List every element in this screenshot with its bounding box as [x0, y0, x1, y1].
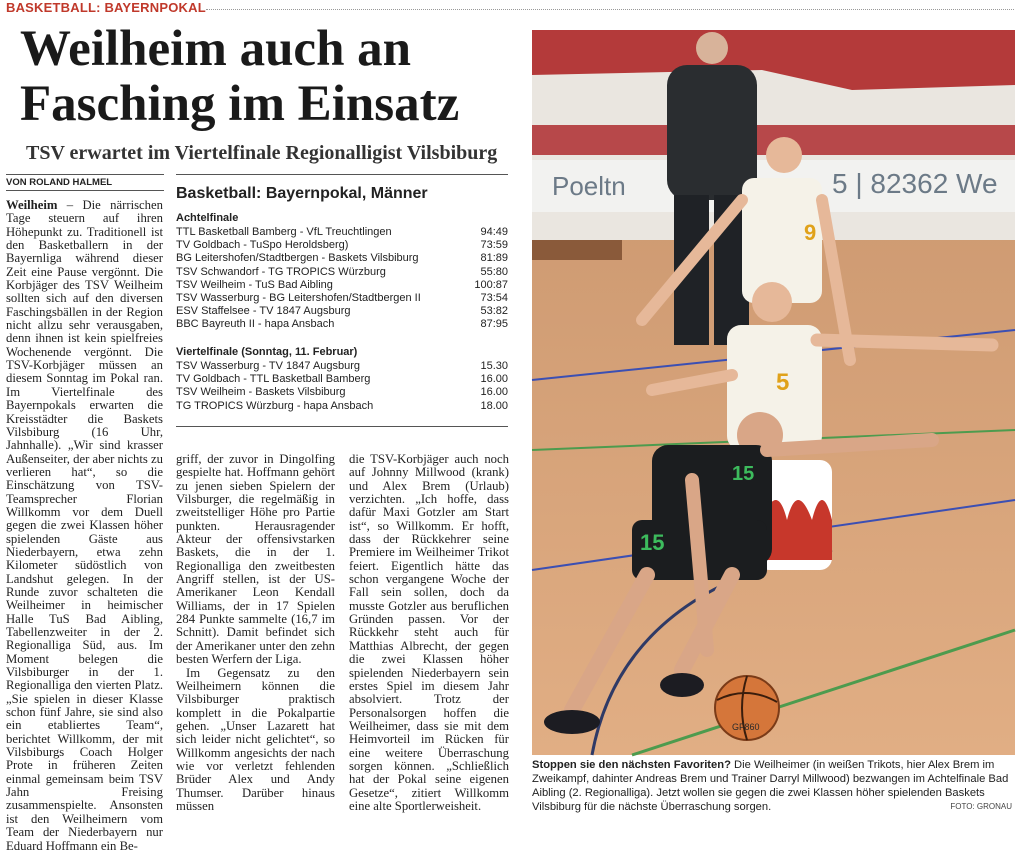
match-teams: TSV Weilheim - Baskets Vilsbiburg	[176, 386, 346, 399]
basketball-action-photo	[532, 30, 1015, 755]
bench	[532, 240, 622, 260]
result-row	[176, 386, 508, 399]
match-score: 18.00	[480, 399, 508, 412]
match-teams: BBC Bayreuth II - hapa Ansbach	[176, 318, 335, 331]
article-lead: Weilheim	[6, 198, 58, 212]
match-score: 73:59	[480, 239, 508, 252]
box-bottom-rule	[176, 426, 508, 427]
match-score: 55:80	[480, 265, 508, 278]
match-teams: TSV Weilheim - TuS Bad Aibling	[176, 278, 333, 291]
basketball-icon	[715, 676, 779, 740]
match-teams: TV Goldbach - TuSpo Heroldsberg)	[176, 239, 349, 252]
article-text-2b: Im Gegensatz zu den Weilheimern können die Vilsbiburger praktisch komplett in die Pokalpartie gehen. „Unser Lazarett hat sich leider nicht gelichtet“, so Willkomm angesichts der nach wie vor verletzt fehlenden Brüder Alex und Andy Thumser. Darüber hinaus müssen	[176, 665, 335, 813]
headline-line-1: Weilheim auch an	[20, 21, 412, 77]
match-score: 100:87	[474, 278, 508, 291]
jersey-number-15-top: 15	[732, 463, 755, 485]
result-row	[176, 252, 508, 265]
jersey-number-5: 5	[776, 369, 790, 396]
caption-text: Die Weilheimer (in weißen Trikots, hier Alex Brem im Zweikampf, dahinter Andreas Brem und Trainer Darryl Millwood) bezwangen im Achtelfinale Bad Aibling (2. Regionalliga). Jetzt wollen sie gegen die zwei Klassen höher spielenden Baskets Vilsbiburg für die nächste Überraschung sorgen.	[532, 759, 1009, 813]
result-row	[176, 226, 508, 239]
box-top-rule	[176, 174, 508, 175]
quarterfinal-results	[176, 360, 508, 413]
photo-caption	[532, 758, 1016, 814]
result-row	[176, 373, 508, 386]
result-row	[176, 292, 508, 305]
ball-label: GF860	[732, 722, 760, 732]
photo-credit: FOTO: GRONAU	[950, 802, 1012, 811]
match-score: 73:54	[480, 292, 508, 305]
match-score: 53:82	[480, 305, 508, 318]
caption-bold: Stoppen sie den nächsten Favoriten?	[532, 759, 731, 771]
banner-text: Poeltn	[552, 171, 626, 201]
jersey-number-15-shorts: 15	[640, 530, 665, 555]
rubric-divider	[206, 9, 1014, 10]
results-box-title: Basketball: Bayernpokal, Männer	[176, 185, 428, 202]
match-teams: TV Goldbach - TTL Basketball Bamberg	[176, 373, 371, 386]
match-teams: TG TROPICS Würzburg - hapa Ansbach	[176, 399, 374, 412]
result-row	[176, 360, 508, 373]
result-row	[176, 279, 508, 292]
match-teams: ESV Staffelsee - TV 1847 Augsburg	[176, 305, 351, 318]
article-text-2: griff, der zuvor in Dingolfing gespielte hat. Hoffmann gehört zu jenen sieben Spielern der Vilsburger, die regelmäßig in zweitstelliger Höhe pro Partie punkten. Herausragender Akteur der offensivstarken Baskets, die in der 1. Regionalliga den zweitbesten Angriff stellen, ist der US-Amerikaner Leon Kendall Williams, der in 17 Spielen 284 Punkte sammelte (16,7 im Schnitt). Damit befindet sich der Amerikaner unter den zehn besten Werfern der Liga.	[176, 452, 335, 667]
result-row	[176, 305, 508, 318]
match-teams: TSV Schwandorf - TG TROPICS Würzburg	[176, 265, 386, 278]
article-text-1: – Die närrischen Tage steuern auf ihren Höhepunkt zu. Traditionell ist den Basketballern in der Bayernliga während dieser Zeit eine Pause vergönnt. Die Korbjäger des TSV Weilheim sollten sich auf den diversen Faschingsbällen in der Region nicht allzu sehr verausgaben, denn ihnen ist kein spielfreies Wochenende vergönnt. Die TSV-Korbjäger müssen an diesem Sonntag im Pokal ran. Im Viertelfinale des Bayernpokals erwarten die Kreisstädter die Baskets Vilsbiburg (16 Uhr, Jahnhalle). „Wir sind krasser Außenseiter, der aber nichts zu verlieren hat“, so die Einschätzung von TSV-Teamsprecher Florian Willkomm vor dem Duell gegen die zwei Klassen höher spielenden Gäste aus Niederbayern, etwa zehn Kilometer südöstlich von Landshut gelegen. In der Runde zuvor schalteten die Weilheimer in heimischer Halle TuS Bad Aibling, Tabellenzweiter in der 2. Regionalliga Süd, aus. Im Moment belegen die Vilsbiburger in der 1. Regionalliga den vierten Platz. „Sie spielen in dieser Klasse schon fünf Jahre, sie sind also ein etabliertes Team“, berichtet Willkomm, der mit Vilsbiburgs Coach Holger Prote in früheren Zeiten einmal gemeinsam beim TSV Jahn Freising zusammenspielte. Ansonsten ist den Weilheimern vom Team der Niederbayern nur Eduard Hoffmann ein Be-	[6, 198, 163, 853]
quarterfinal-title: Viertelfinale (Sonntag, 11. Februar)	[176, 346, 358, 358]
round-of-16-results	[176, 226, 508, 332]
jersey-number-9: 9	[804, 220, 817, 245]
match-score: 94:49	[480, 226, 508, 238]
result-row	[176, 266, 508, 279]
subheadline: TSV erwartet im Viertelfinale Regionalligist Vilsbiburg	[26, 142, 498, 164]
headline-line-2: Fasching im Einsatz	[20, 76, 460, 132]
byline-rule	[6, 174, 164, 175]
byline: VON ROLAND HALMEL	[6, 177, 113, 188]
match-teams: TSV Wasserburg - TV 1847 Augsburg	[176, 360, 361, 372]
match-teams: TSV Wasserburg - BG Leitershofen/Stadtbergen II	[176, 292, 421, 305]
article-column-3	[349, 453, 509, 813]
headline	[20, 22, 520, 132]
match-score: 16.00	[480, 373, 508, 386]
article-text-3: die TSV-Korbjäger auch noch auf Johnny Millwood (krank) und Alex Brem (Urlaub) verzichten. „Ich hoffe, dass dafür Maxi Gotzler am Start ist“, so Willkomm. Er hofft, dass der Rückkehrer seine Premiere im Weilheimer Trikot feiert. Eigentlich hätte das schon vergangene Woche der Fall sein sollen, doch da musste Gotzler aus beruflichen Gründen passen. Vor der Rückkehr steht auch für Matthias Albrecht, der gegen die zwei Klassen höher spielenden Niederbayern sein erstes Spiel im diesem Jahr absolviert. Trotz der Personalsorgen hoffen die Weilheimer, dass sie mit dem Heimvorteil im Rücken für eine weitere Überraschung sorgen können. „Schließlich hat der Pokal seine eigenen Gesetze“, zitiert Willkomm eine alte Sportlerweisheit.	[349, 452, 509, 813]
article-column-2	[176, 453, 335, 813]
match-score: 81:89	[480, 252, 508, 265]
match-score: 15.30	[480, 360, 508, 372]
section-rubric: BASKETBALL: BAYERNPOKAL	[6, 0, 206, 15]
match-score: 87:95	[480, 318, 508, 331]
result-row	[176, 239, 508, 252]
game-photo	[532, 30, 1015, 755]
article-column-1	[6, 198, 163, 853]
result-row	[176, 318, 508, 331]
result-row	[176, 400, 508, 413]
match-teams: BG Leitershofen/Stadtbergen - Baskets Vilsbiburg	[176, 252, 419, 265]
match-teams: TTL Basketball Bamberg - VfL Treuchtlingen	[176, 226, 392, 238]
round-of-16-title: Achtelfinale	[176, 212, 239, 224]
match-score: 16.00	[480, 386, 508, 399]
banner-text-2: 5 | 82362 We	[832, 168, 998, 199]
byline-rule-bottom	[6, 190, 164, 191]
